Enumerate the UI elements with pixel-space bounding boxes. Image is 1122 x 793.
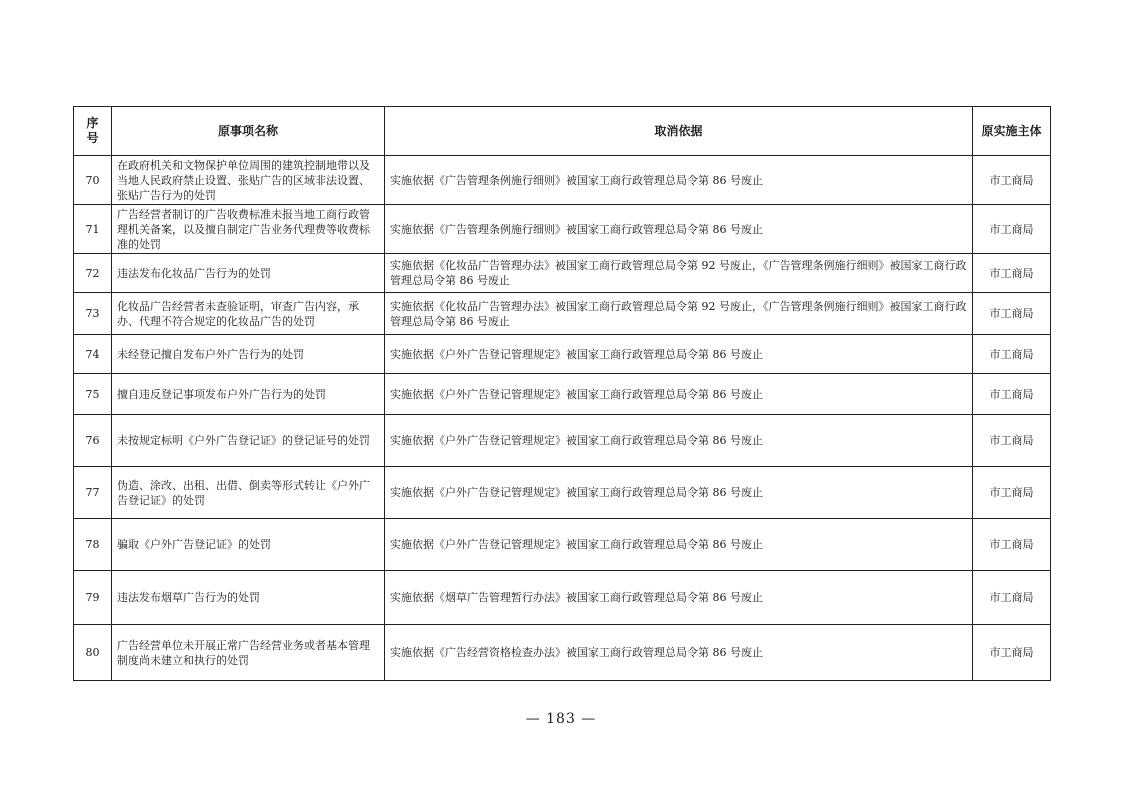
row-serial-number: 76 — [74, 415, 112, 467]
row-implementing-body: 市工商局 — [973, 335, 1051, 374]
header-serial-number — [74, 107, 112, 156]
row-item-name: 骗取《户外广告登记证》的处罚 — [112, 519, 385, 571]
row-item-name: 化妆品广告经营者未查验证明，审查广告内容，承办、代理不符合规定的化妆品广告的处罚 — [112, 293, 385, 335]
table-row — [74, 571, 1051, 625]
row-implementing-body: 市工商局 — [973, 467, 1051, 519]
row-cancellation-basis: 实施依据《户外广告登记管理规定》被国家工商行政管理总局令第 86 号废止 — [385, 374, 973, 415]
row-implementing-body: 市工商局 — [973, 625, 1051, 681]
table-body — [74, 156, 1051, 681]
table-row — [74, 293, 1051, 335]
row-cancellation-basis: 实施依据《户外广告登记管理规定》被国家工商行政管理总局令第 86 号废止 — [385, 415, 973, 467]
row-implementing-body: 市工商局 — [973, 254, 1051, 293]
row-serial-number: 75 — [74, 374, 112, 415]
table-row — [74, 519, 1051, 571]
row-cancellation-basis: 实施依据《广告经营资格检查办法》被国家工商行政管理总局令第 86 号废止 — [385, 625, 973, 681]
row-item-name: 未按规定标明《户外广告登记证》的登记证号的处罚 — [112, 415, 385, 467]
header-implementing-body: 原实施主体 — [973, 107, 1051, 156]
row-item-name: 在政府机关和文物保护单位周围的建筑控制地带以及当地人民政府禁止设置、张贴广告的区域非法设置、张贴广告行为的处罚 — [112, 156, 385, 205]
row-implementing-body: 市工商局 — [973, 519, 1051, 571]
header-cancellation-basis: 取消依据 — [385, 107, 973, 156]
row-serial-number: 80 — [74, 625, 112, 681]
row-item-name: 违法发布烟草广告行为的处罚 — [112, 571, 385, 625]
row-cancellation-basis: 实施依据《户外广告登记管理规定》被国家工商行政管理总局令第 86 号废止 — [385, 467, 973, 519]
table-row — [74, 415, 1051, 467]
row-cancellation-basis: 实施依据《化妆品广告管理办法》被国家工商行政管理总局令第 92 号废止，《广告管理条例施行细则》被国家工商行政管理总局令第 86 号废止 — [385, 254, 973, 293]
row-implementing-body: 市工商局 — [973, 293, 1051, 335]
row-item-name: 违法发布化妆品广告行为的处罚 — [112, 254, 385, 293]
table-row — [74, 335, 1051, 374]
row-implementing-body: 市工商局 — [973, 415, 1051, 467]
table-row — [74, 374, 1051, 415]
row-serial-number: 70 — [74, 156, 112, 205]
row-implementing-body: 市工商局 — [973, 374, 1051, 415]
table-header-row — [74, 107, 1051, 156]
header-serial-number-char-1: 序 — [86, 116, 99, 130]
table-row — [74, 205, 1051, 254]
page-number: — 183 — — [525, 711, 597, 727]
row-serial-number: 73 — [74, 293, 112, 335]
row-cancellation-basis: 实施依据《户外广告登记管理规定》被国家工商行政管理总局令第 86 号废止 — [385, 335, 973, 374]
header-item-name: 原事项名称 — [112, 107, 385, 156]
row-implementing-body: 市工商局 — [973, 156, 1051, 205]
row-cancellation-basis: 实施依据《广告管理条例施行细则》被国家工商行政管理总局令第 86 号废止 — [385, 156, 973, 205]
row-cancellation-basis: 实施依据《烟草广告管理暂行办法》被国家工商行政管理总局令第 86 号废止 — [385, 571, 973, 625]
row-serial-number: 71 — [74, 205, 112, 254]
row-serial-number: 72 — [74, 254, 112, 293]
table-row — [74, 156, 1051, 205]
row-serial-number: 77 — [74, 467, 112, 519]
row-cancellation-basis: 实施依据《化妆品广告管理办法》被国家工商行政管理总局令第 92 号废止，《广告管理条例施行细则》被国家工商行政管理总局令第 86 号废止 — [385, 293, 973, 335]
row-serial-number: 78 — [74, 519, 112, 571]
row-implementing-body: 市工商局 — [973, 571, 1051, 625]
row-item-name: 擅自违反登记事项发布户外广告行为的处罚 — [112, 374, 385, 415]
row-serial-number: 74 — [74, 335, 112, 374]
table-row — [74, 254, 1051, 293]
row-item-name: 伪造、涂改、出租、出借、倒卖等形式转让《户外广告登记证》的处罚 — [112, 467, 385, 519]
row-cancellation-basis: 实施依据《广告管理条例施行细则》被国家工商行政管理总局令第 86 号废止 — [385, 205, 973, 254]
row-cancellation-basis: 实施依据《户外广告登记管理规定》被国家工商行政管理总局令第 86 号废止 — [385, 519, 973, 571]
header-serial-number-char-2: 号 — [86, 131, 99, 145]
row-item-name: 未经登记擅自发布户外广告行为的处罚 — [112, 335, 385, 374]
row-serial-number: 79 — [74, 571, 112, 625]
abolished-items-table — [73, 106, 1051, 681]
row-item-name: 广告经营者制订的广告收费标准未报当地工商行政管理机关备案，以及擅自制定广告业务代理费等收费标准的处罚 — [112, 205, 385, 254]
table-row — [74, 467, 1051, 519]
row-implementing-body: 市工商局 — [973, 205, 1051, 254]
table-row — [74, 625, 1051, 681]
row-item-name: 广告经营单位未开展正常广告经营业务或者基本管理制度尚未建立和执行的处罚 — [112, 625, 385, 681]
